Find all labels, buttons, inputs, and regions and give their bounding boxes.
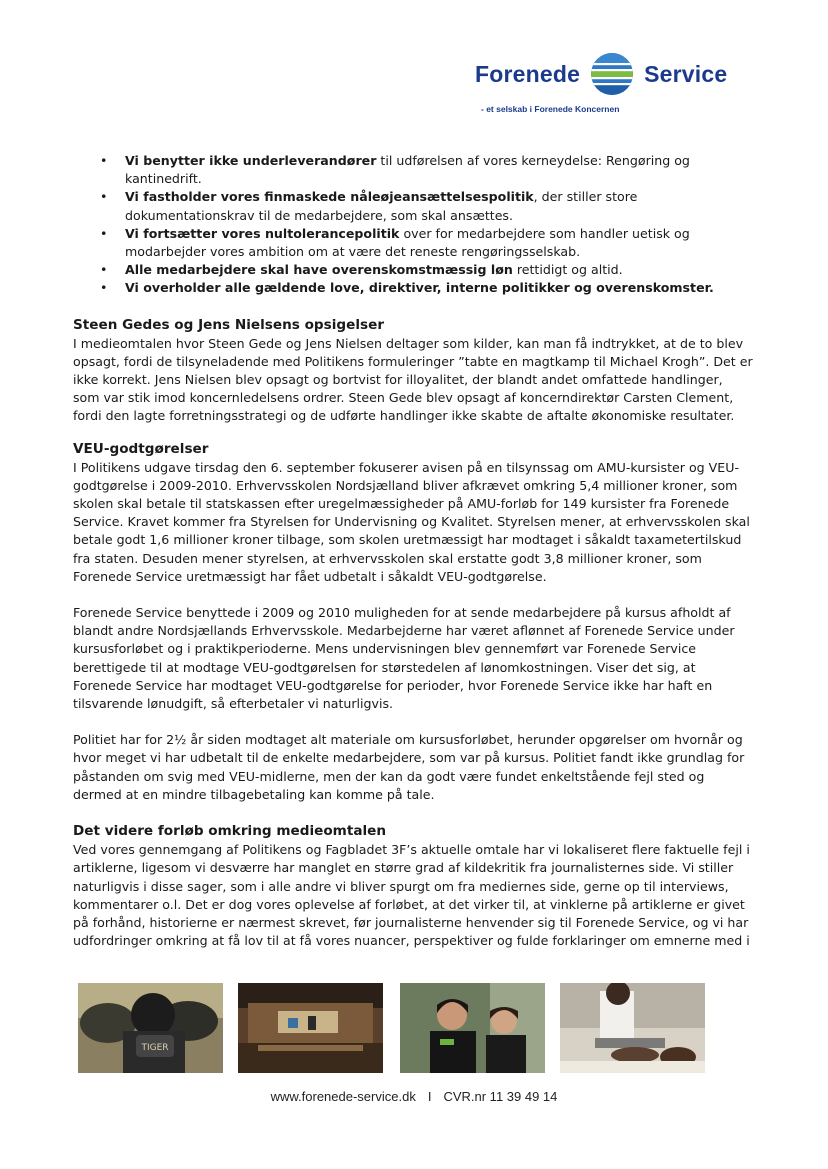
bullet-dot-icon: • [100, 262, 108, 278]
bullet-bold-text: Alle medarbejdere skal have overenskomstmæssig løn [125, 262, 513, 278]
bullet-text: til udførelsen af vores kerneydelse: Rengøring og kantinedrift. [125, 153, 690, 187]
logo-word-right: Service [644, 60, 728, 87]
section-paragraph: I medieomtalen hvor Steen Gede og Jens Nielsen deltager som kilder, kan man få indtrykket, at de to blev opsagt, fordi de tilsyneladende med Politikens formuleringer ”tabte en magtkamp til Michael Krogh”. Det er ikke korrekt. Jens Nielsen blev opsagt og bortvist for illoyalitet, der blandt andet omfattede handlinger, som var stik imod koncernledelsens ordrer. Steen Gede blev opsagt af koncerndirektør Carsten Clement, fordi den lagte forretningsstrategi og de udførte handlinger ikke skabte de aftalte økonomiske resultater. [73, 335, 753, 424]
list-item [73, 188, 753, 224]
bullet-dot-icon: • [100, 153, 108, 168]
section-paragraph: Ved vores gennemgang af Politikens og Fagbladet 3F’s aktuelle omtale har vi lokaliseret flere faktuelle fejl i artiklerne, ligesom vi desværre har manglet en større grad af kildekritik fra journalisternes side. Vi stiller naturligvis i disse sager, som i alle andre vi bliver spurgt om fra mediernes side, gerne op til interviews, kommentarer o.l. Det er dog vores oplevelse af forløbet, at det virker til, at vinklerne på artiklerne er givet på forhånd, historierne er nærmest skrevet, før journalisterne henvender sig til Forenede Service, og vi har udfordringer omkring at få lov til at få vores nuancer, perspektiver og fulde forklaringer om emnerne med i [73, 842, 750, 949]
section-veu [73, 440, 753, 804]
photo-lobby [238, 983, 383, 1073]
bullet-bold-text: Vi overholder alle gældende love, direktiver, interne politikker og overenskomster. [125, 280, 714, 296]
photo-strip [78, 983, 704, 1073]
photo-staff [400, 983, 545, 1073]
section-resignations [73, 316, 753, 426]
section-heading: Steen Gedes og Jens Nielsens opsigelser [73, 316, 385, 333]
website-link[interactable]: www.forenede-service.dk [270, 1089, 416, 1104]
helmet-text: TIGER [141, 1043, 169, 1053]
letter-body [73, 152, 753, 950]
list-item [73, 279, 753, 297]
globe-logo-icon [588, 50, 636, 98]
company-logo [475, 50, 775, 120]
bullet-dot-icon: • [100, 225, 108, 241]
section-paragraph: Forenede Service benyttede i 2009 og 2010 muligheden for at sende medarbejdere på kursus afholdt af blandt andre Nordsjællands Erhvervsskole. Medarbejderne har været aflønnet af Forenede Service under kursusforløbet og i praktikperioderne. Mens undervisningen blev gennemført var Forenede Service berettigede til at modtage VEU-godtgørelsen for størstedelen af lønomkostningen. Viser det sig, at Forenede Service har modtaget VEU-godtgørelse for perioder, hvor Forenede Service ikke har haft en tilsvarende lønudgift, så efterbetaler vi naturligvis. [73, 605, 735, 712]
bullet-text: , der stiller store dokumentationskrav til de medarbejdere, som skal ansættes. [125, 189, 638, 223]
bullet-dot-icon: • [100, 280, 108, 296]
bullet-dot-icon: • [100, 189, 108, 205]
list-item [73, 152, 753, 188]
photo-motorcycle [78, 983, 223, 1073]
section-media-coverage [73, 822, 753, 950]
page-footer [0, 1089, 828, 1104]
bullet-bold-text: Vi fortsætter vores nultolerancepolitik [125, 225, 400, 241]
bullet-bold-text: Vi fastholder vores finmaskede nåleøjeansættelsespolitik [125, 189, 534, 205]
section-paragraph: I Politikens udgave tirsdag den 6. september fokuserer avisen på en tilsynssag om AMU-kursister og VEU-godtgørelse i 2009-2010. Erhvervsskolen Nordsjælland bliver afkrævet omkring 5,4 millioner kroner, som skolen skal betale til statskassen efter uregelmæssigheder på AMU-forløb for 149 kursister fra Forenede Service. Kravet kommer fra Styrelsen for Undervisning og Kvalitet. Styrelsen mener, at erhvervsskolen skal betale godt 1,6 millioner kroner tilbage, som skolen uretmæssigt har modtaget i såkaldt taxametertilskud fra staten. Desuden mener styrelsen, at erhvervsskolen skal erstatte godt 3,8 millioner kroner, som Forenede Service uretmæssigt har fået udbetalt i såkaldt VEU-godtgørelse. [73, 459, 750, 584]
logo-tagline: - et selskab i Forenede Koncernen [481, 104, 620, 114]
section-heading: VEU-godtgørelser [73, 440, 209, 457]
footer-separator: I [427, 1089, 432, 1104]
bullet-bold-text: Vi benytter ikke underleverandører [125, 153, 377, 168]
list-item [73, 225, 753, 261]
cvr-number: CVR.nr 11 39 49 14 [443, 1089, 558, 1104]
section-heading: Det videre forløb omkring medieomtalen [73, 823, 387, 840]
logo-word-left: Forenede [475, 60, 581, 87]
list-item [73, 261, 753, 279]
section-paragraph: Politiet har for 2½ år siden modtaget alt materiale om kursusforløbet, herunder opgørelser om hvornår og hvor meget vi har udbetalt til de enkelte medarbejdere, som var på kursus. Politiet fandt ikke grundlag for påstanden om svig med VEU-midlerne, men der kan da godt være fundet enkeltstående fejl sted og dermed at en mindre tilbagebetaling kan komme på tale. [73, 732, 745, 802]
photo-kitchen [560, 983, 705, 1073]
commitments-list [73, 152, 753, 298]
bullet-text: rettidigt og altid. [512, 262, 623, 278]
bullet-text: over for medarbejdere som handler uetisk og modarbejder vores ambition om at være det reneste rengøringsselskab. [125, 225, 690, 260]
